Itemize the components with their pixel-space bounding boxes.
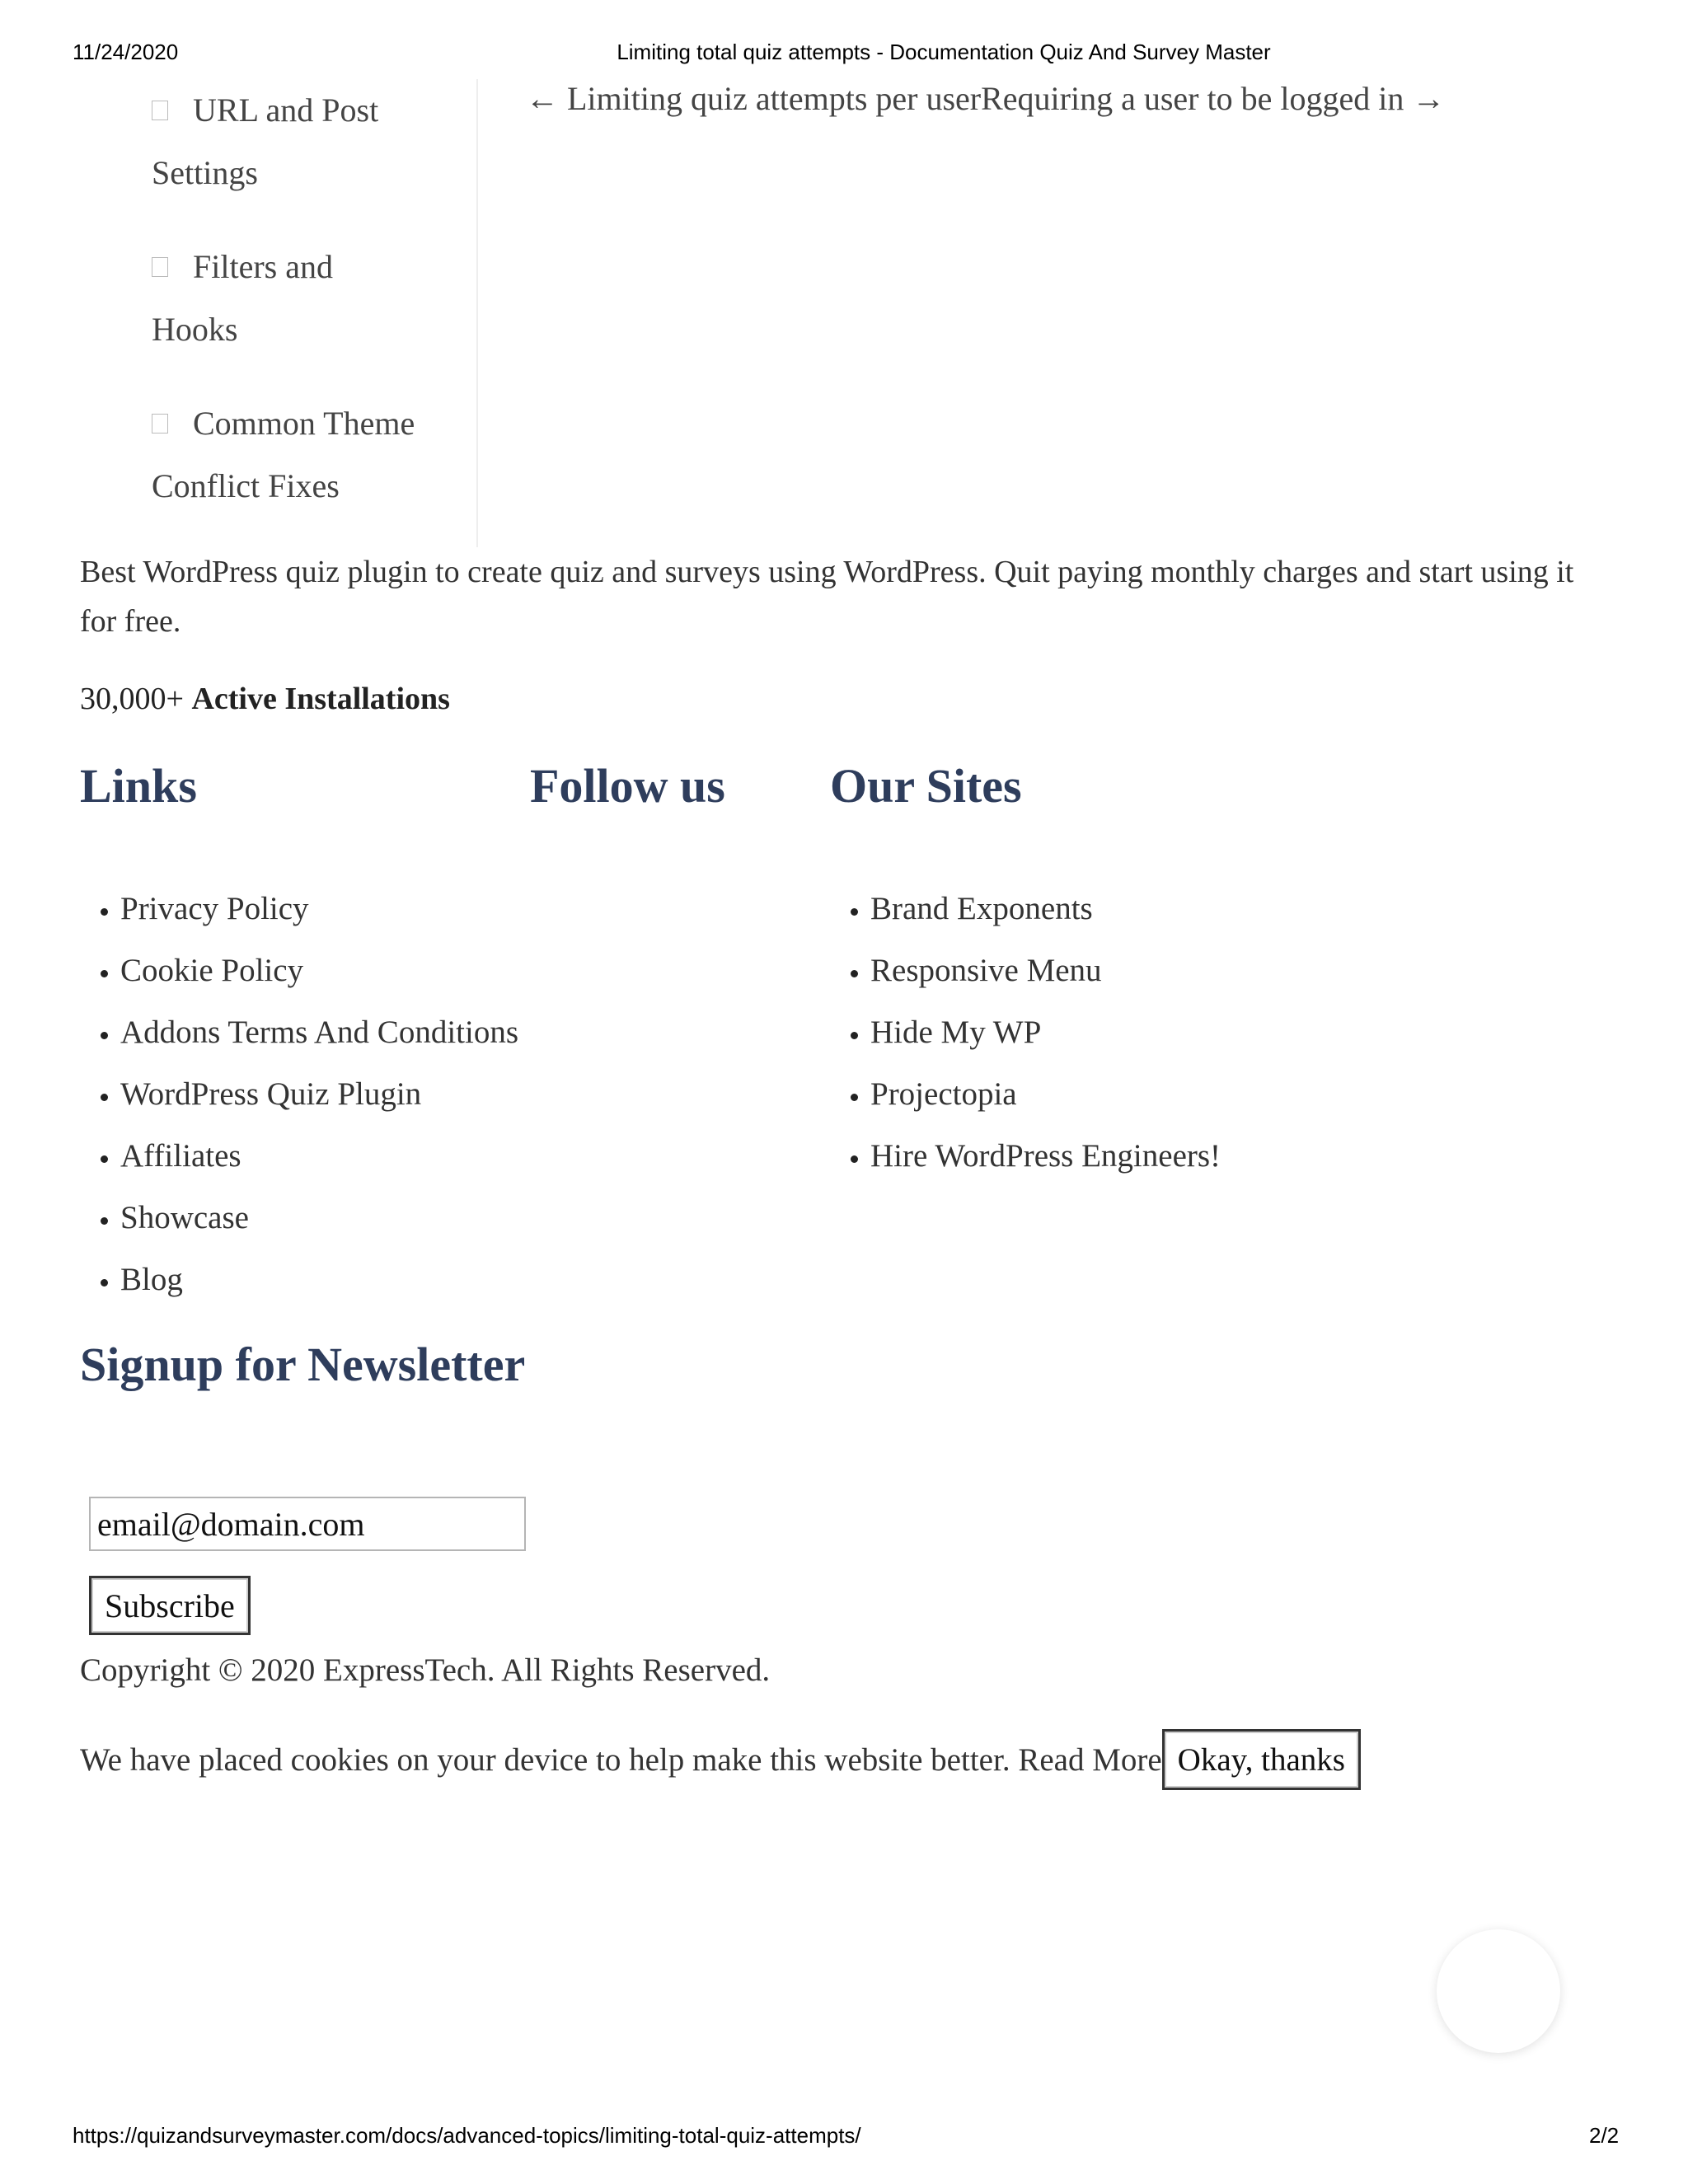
cookie-accept-button[interactable]: Okay, thanks <box>1162 1729 1361 1790</box>
our-sites-heading: Our Sites <box>830 759 1022 813</box>
footer-links-list <box>80 878 518 1310</box>
print-page-number: 2/2 <box>1589 2123 1620 2148</box>
chat-widget-button[interactable] <box>1437 1929 1560 2053</box>
newsletter-email-input[interactable] <box>89 1497 526 1551</box>
doc-icon <box>152 257 168 277</box>
footer-link-blog[interactable]: • Blog <box>120 1249 518 1310</box>
footer-link-privacy-policy[interactable]: • Privacy Policy <box>120 878 518 940</box>
sidebar-item-label: Filters and <box>193 248 333 285</box>
sidebar-item-label: Common Theme <box>193 405 415 442</box>
footer-link-cookie-policy[interactable]: • Cookie Policy <box>120 940 518 1001</box>
sidebar-item-label: URL and Post <box>193 91 379 129</box>
footer-link-affiliates[interactable]: • Affiliates <box>120 1125 518 1187</box>
installs-count: 30,000+ <box>80 682 184 716</box>
sidebar-item-label-cont: Settings <box>152 154 258 191</box>
site-link-hide-my-wp[interactable]: • Hide My WP <box>870 1001 1221 1063</box>
footer-link-addons-terms[interactable]: • Addons Terms And Conditions <box>120 1001 518 1063</box>
doc-icon <box>152 414 168 434</box>
print-title: Limiting total quiz attempts - Documentation Quiz And Survey Master <box>617 40 1271 64</box>
sidebar-item-url-and-post-settings[interactable] <box>152 79 473 204</box>
installs-label: Active Installations <box>191 682 450 716</box>
prev-post-link[interactable]: ← Limiting quiz attempts per user <box>526 80 982 117</box>
subscribe-button[interactable]: Subscribe <box>89 1576 251 1635</box>
cookie-notice <box>80 1729 1361 1790</box>
site-link-projectopia[interactable]: • Projectopia <box>870 1063 1221 1125</box>
doc-icon <box>152 101 168 120</box>
sidebar-item-label-cont: Hooks <box>152 311 238 348</box>
cookie-read-more-link[interactable]: Read More <box>1018 1741 1162 1778</box>
active-installations <box>80 681 450 717</box>
footer-link-showcase[interactable]: • Showcase <box>120 1187 518 1249</box>
docs-sidebar <box>152 79 473 549</box>
copyright-text: Copyright © 2020 ExpressTech. All Rights Reserved. <box>80 1652 771 1688</box>
our-sites-list <box>830 878 1221 1187</box>
post-navigation <box>526 79 1445 118</box>
site-link-hire-wordpress-engineers[interactable]: • Hire WordPress Engineers! <box>870 1125 1221 1187</box>
newsletter-heading: Signup for Newsletter <box>80 1338 526 1391</box>
footer-about-text: Best WordPress quiz plugin to create quiz and surveys using WordPress. Quit paying monthly charges and start using it for free. <box>80 555 1574 639</box>
print-url: https://quizandsurveymaster.com/docs/advanced-topics/limiting-total-quiz-attempts/ <box>73 2123 861 2148</box>
cookie-notice-text: We have placed cookies on your device to help make this website better. <box>80 1741 1010 1778</box>
sidebar-item-label-cont: Conflict Fixes <box>152 467 340 504</box>
site-link-brand-exponents[interactable]: • Brand Exponents <box>870 878 1221 940</box>
site-link-responsive-menu[interactable]: • Responsive Menu <box>870 940 1221 1001</box>
next-post-link[interactable]: Requiring a user to be logged in → <box>981 80 1446 117</box>
follow-us-heading: Follow us <box>530 759 725 813</box>
sidebar-item-common-theme-conflict-fixes[interactable] <box>152 392 473 518</box>
print-date: 11/24/2020 <box>73 40 179 64</box>
sidebar-item-filters-and-hooks[interactable] <box>152 236 473 361</box>
sidebar-divider <box>476 79 478 547</box>
links-heading: Links <box>80 759 197 813</box>
footer-link-wordpress-quiz-plugin[interactable]: • WordPress Quiz Plugin <box>120 1063 518 1125</box>
